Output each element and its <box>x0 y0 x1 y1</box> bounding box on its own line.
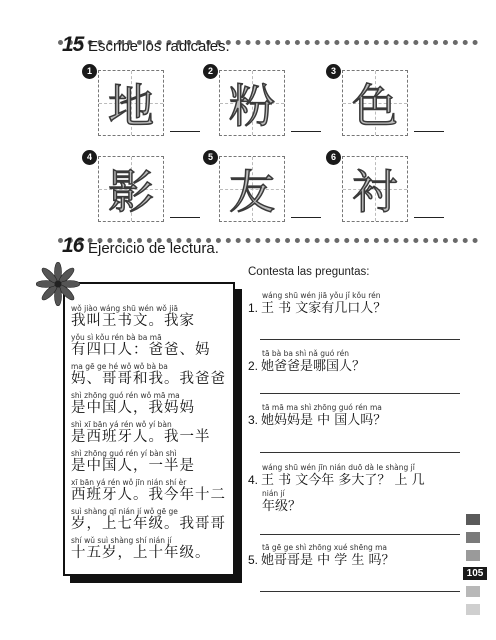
question-text <box>248 412 468 429</box>
answer-line[interactable] <box>260 393 460 394</box>
hanzi-line: 她爸爸是哪国人？ <box>261 359 366 374</box>
question-text <box>248 472 468 489</box>
pinyin: shì zhōng guó rén wǒ mā ma <box>71 391 180 400</box>
radical-item-6 <box>330 152 450 222</box>
character-box <box>98 156 164 222</box>
hanzi-char: 友 <box>229 165 275 219</box>
character-box <box>342 156 408 222</box>
hanzi-line: 西班牙人。我今年十二 <box>71 487 226 503</box>
answer-blank[interactable] <box>414 131 444 132</box>
answer-line[interactable] <box>260 339 460 340</box>
question-text <box>248 358 468 375</box>
reading-line <box>71 536 231 561</box>
pinyin: wáng shū wén jīn nián duō dà le shàng jǐ <box>262 463 415 472</box>
question-number: 2. <box>248 359 259 373</box>
question-4 <box>248 463 468 515</box>
hanzi-line: 岁，上七年级。我哥哥 <box>71 516 226 532</box>
hanzi-line: 是中国人，一半是 <box>71 458 195 474</box>
side-tab <box>466 604 480 615</box>
hanzi-line: 是中国人，我妈妈 <box>71 400 195 416</box>
question-text <box>248 552 468 569</box>
answer-line[interactable] <box>260 534 460 535</box>
reading-line <box>71 420 231 445</box>
hanzi-line: 王 书 文家有几口人？ <box>261 301 387 316</box>
item-number-badge: 1 <box>82 64 97 79</box>
pinyin: tā bà ba shì nǎ guó rén <box>262 349 350 358</box>
hanzi-line: 有四口人：爸爸、妈 <box>71 342 211 358</box>
hanzi-line: 王 书 文今年 多大了？ 上 几 <box>261 473 425 488</box>
reading-line <box>71 333 231 358</box>
question-number: 4. <box>248 473 259 487</box>
answer-blank[interactable] <box>170 217 200 218</box>
item-number-badge: 2 <box>203 64 218 79</box>
hanzi-line: 她妈妈是 中 国人吗？ <box>261 413 387 428</box>
question-number: 3. <box>248 413 259 427</box>
flower-icon <box>36 262 80 306</box>
reading-line <box>71 478 231 503</box>
answer-line[interactable] <box>260 591 460 592</box>
question-1 <box>248 291 468 317</box>
side-tab <box>466 586 480 597</box>
question-5 <box>248 543 468 569</box>
radical-item-4 <box>86 152 206 222</box>
pinyin: tā mā ma shì zhōng guó rén ma <box>262 403 382 412</box>
item-number-badge: 6 <box>326 150 341 165</box>
hanzi-char: 影 <box>108 165 154 219</box>
side-tab <box>466 550 480 561</box>
hanzi-line: 是西班牙人。我一半 <box>71 429 211 445</box>
reading-line <box>71 362 231 387</box>
radical-item-1 <box>86 66 206 136</box>
hanzi-line: 我叫王书文。我家 <box>71 313 195 329</box>
answer-blank[interactable] <box>414 217 444 218</box>
section-15-number: 15 <box>62 33 84 56</box>
pinyin: wáng shū wén jiā yǒu jǐ kǒu rén <box>262 291 381 300</box>
section-15-title: Escribe los radicales. <box>88 38 230 55</box>
pinyin: yǒu sì kǒu rén bà ba mā <box>71 333 162 342</box>
pinyin: xī bān yá rén wǒ jīn nián shí èr <box>71 478 187 487</box>
pinyin: shí wǔ suì shàng shí nián jí <box>71 536 172 545</box>
side-tab <box>466 514 480 525</box>
item-number-badge: 4 <box>82 150 97 165</box>
character-box <box>219 70 285 136</box>
item-number-badge: 3 <box>326 64 341 79</box>
question-number: 1. <box>248 301 259 315</box>
reading-line <box>71 507 231 532</box>
hanzi-line: 她哥哥是 中 学 生 吗？ <box>261 553 395 568</box>
character-box <box>98 70 164 136</box>
questions-title: Contesta las preguntas: <box>248 266 370 278</box>
radical-item-2 <box>207 66 327 136</box>
side-tab <box>466 532 480 543</box>
answer-line[interactable] <box>260 452 460 453</box>
question-text <box>248 300 468 317</box>
answer-blank[interactable] <box>170 131 200 132</box>
character-box <box>219 156 285 222</box>
hanzi-line: 妈、哥哥和我。我爸爸 <box>71 371 226 387</box>
radical-item-5 <box>207 152 327 222</box>
radical-item-3 <box>330 66 450 136</box>
answer-blank[interactable] <box>291 217 321 218</box>
section-16-number: 16 <box>62 234 84 257</box>
reading-passage-box <box>63 282 235 576</box>
hanzi-line: 十五岁，上十年级。 <box>71 545 211 561</box>
item-number-badge: 5 <box>203 150 218 165</box>
character-box <box>342 70 408 136</box>
pinyin: wǒ jiào wáng shū wén wǒ jiā <box>71 304 179 313</box>
hanzi-char: 衬 <box>352 165 398 219</box>
section-16-title: Ejercicio de lectura. <box>88 240 219 257</box>
pinyin: shì xī bān yá rén wǒ yí bàn <box>71 420 172 429</box>
pinyin: nián jí <box>262 489 285 498</box>
reading-line <box>71 304 231 329</box>
reading-line <box>71 391 231 416</box>
pinyin: suì shàng qī nián jí wǒ gē ge <box>71 507 178 516</box>
hanzi-char: 色 <box>352 79 398 133</box>
hanzi-char: 地 <box>108 79 154 133</box>
question-3 <box>248 403 468 429</box>
reading-line <box>71 449 231 474</box>
pinyin: tā gē ge shì zhōng xué shēng ma <box>262 543 388 552</box>
hanzi-char: 粉 <box>229 79 275 133</box>
page-number: 105 <box>463 567 487 580</box>
hanzi-line: 年级？ <box>262 499 302 514</box>
pinyin: shì zhōng guó rén yí bàn shì <box>71 449 177 458</box>
answer-blank[interactable] <box>291 131 321 132</box>
question-number: 5. <box>248 553 259 567</box>
question-2 <box>248 349 468 375</box>
pinyin: ma gē ge hé wǒ wǒ bà ba <box>71 362 168 371</box>
